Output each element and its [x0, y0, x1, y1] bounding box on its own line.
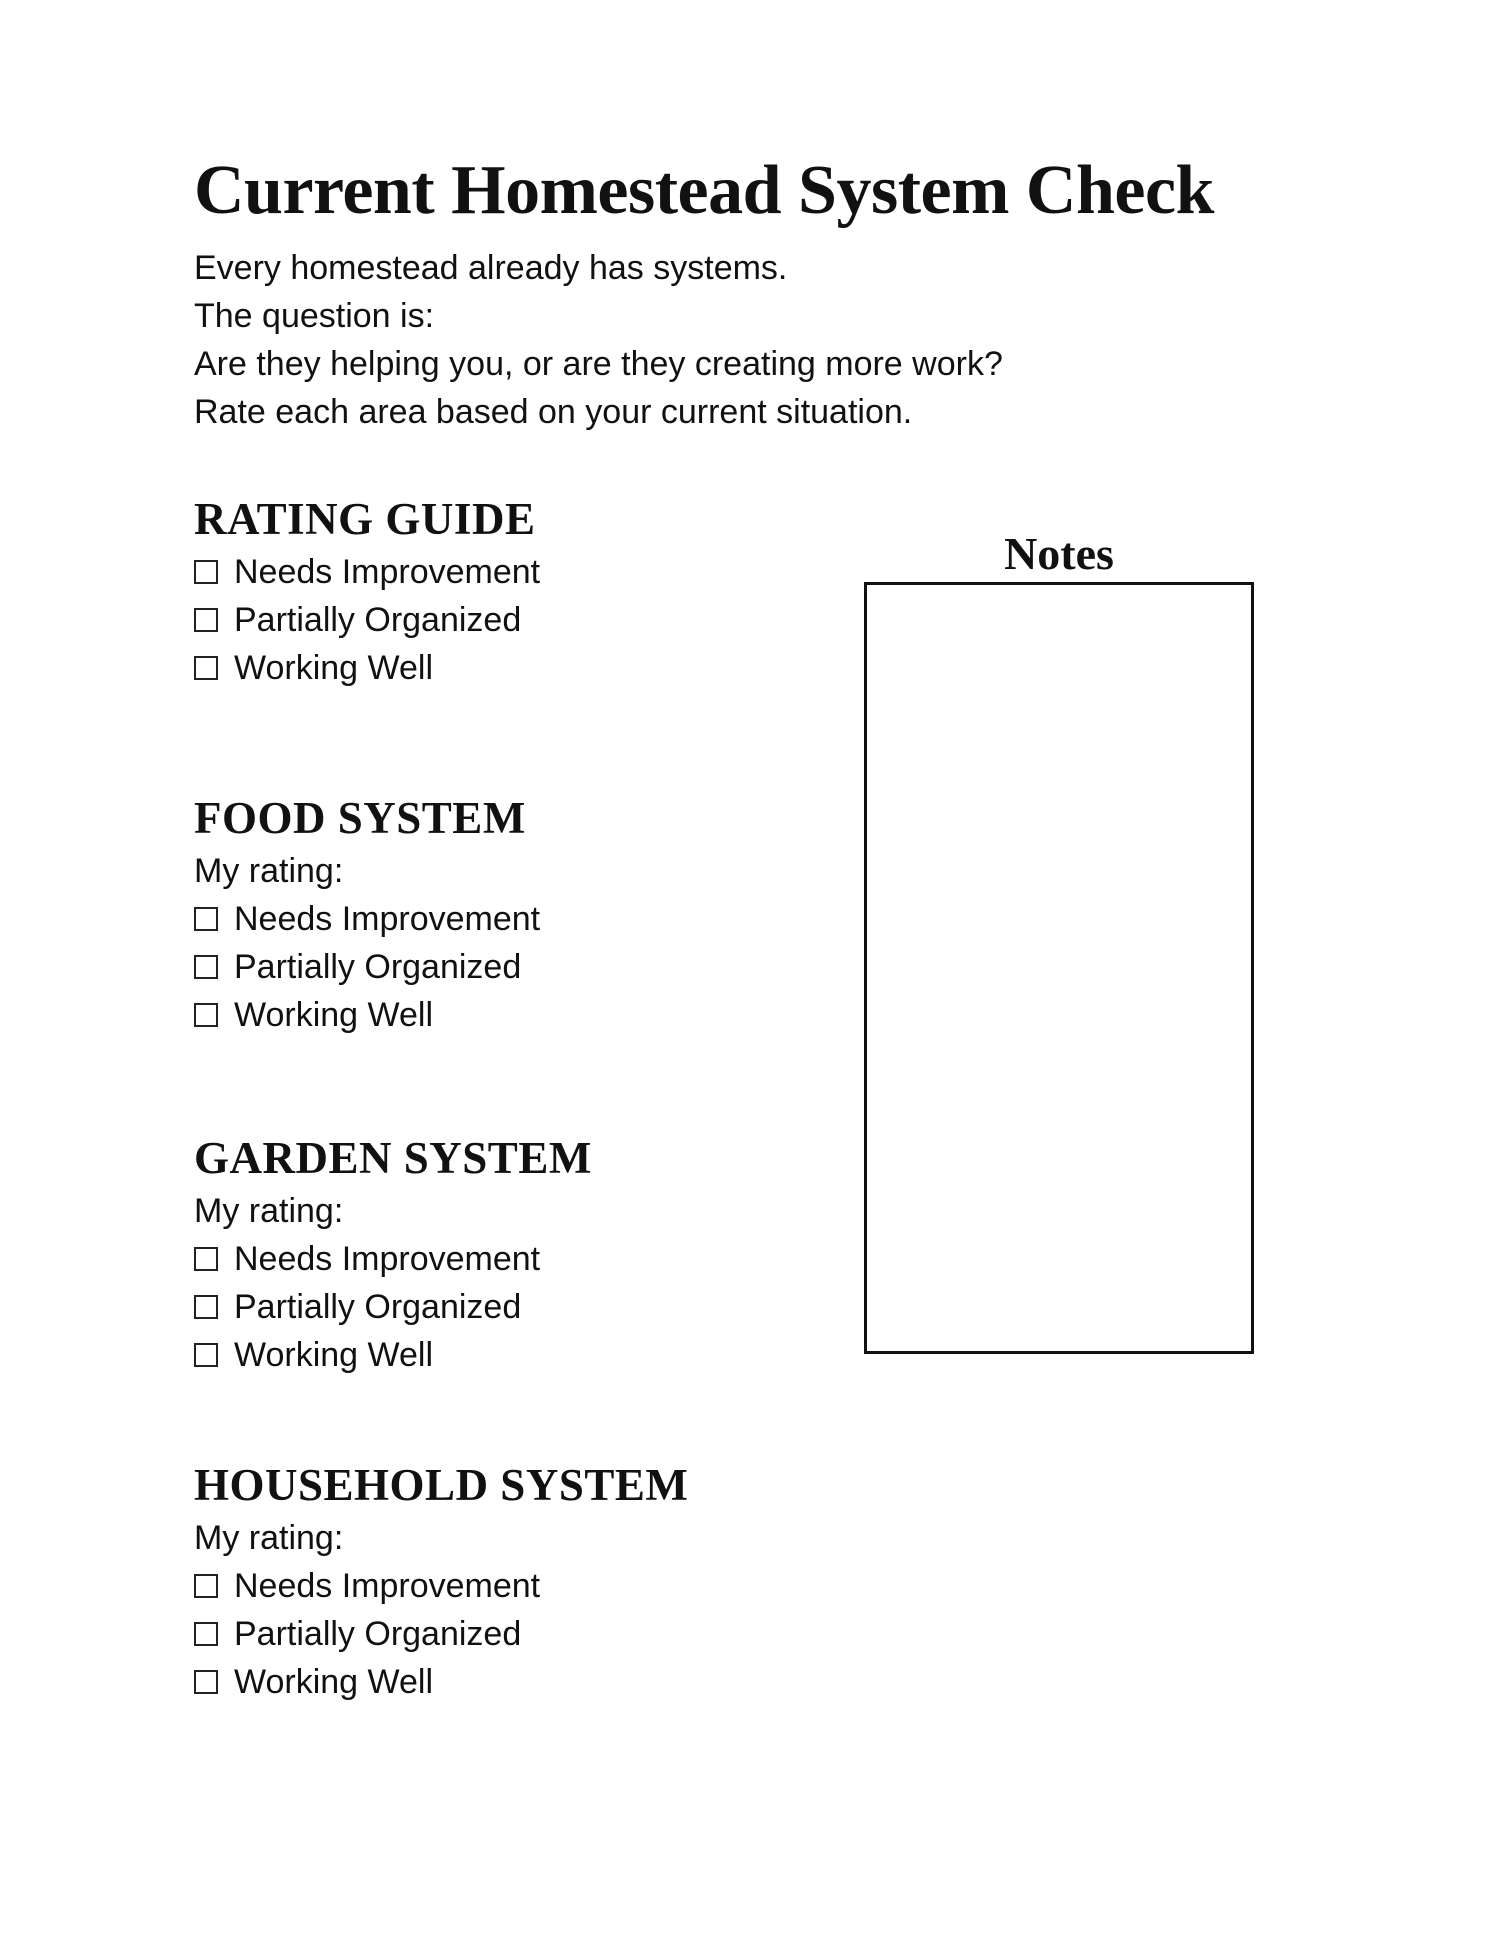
checkbox-icon: [194, 608, 218, 632]
checkbox-icon[interactable]: [194, 1247, 218, 1271]
option-label: Working Well: [234, 649, 434, 687]
option-label: Working Well: [234, 1336, 434, 1374]
checkbox-icon[interactable]: [194, 1003, 218, 1027]
food-system-section: [194, 789, 540, 1039]
garden-option-needs-improvement[interactable]: [194, 1235, 592, 1283]
page-title: Current Homestead System Check: [194, 152, 1214, 229]
household-option-needs-improvement[interactable]: [194, 1562, 688, 1610]
option-label: Needs Improvement: [234, 900, 541, 938]
checkbox-icon[interactable]: [194, 1343, 218, 1367]
household-system-heading: HOUSEHOLD SYSTEM: [194, 1460, 689, 1510]
my-rating-label: My rating:: [194, 1519, 344, 1557]
my-rating-label: My rating:: [194, 1192, 344, 1230]
checkbox-icon[interactable]: [194, 1295, 218, 1319]
garden-option-partially-organized[interactable]: [194, 1283, 592, 1331]
checkbox-icon[interactable]: [194, 1670, 218, 1694]
checkbox-icon: [194, 560, 218, 584]
intro-line: Every homestead already has systems.: [194, 249, 788, 287]
rating-guide-option-needs-improvement: [194, 548, 540, 596]
checkbox-icon[interactable]: [194, 907, 218, 931]
option-label: Working Well: [234, 1663, 434, 1701]
option-label: Partially Organized: [234, 1288, 522, 1326]
option-label: Partially Organized: [234, 601, 522, 639]
checkbox-icon[interactable]: [194, 1574, 218, 1598]
option-label: Working Well: [234, 996, 434, 1034]
household-option-partially-organized[interactable]: [194, 1610, 688, 1658]
intro-line: Are they helping you, or are they creating more work?: [194, 345, 1003, 383]
checkbox-icon: [194, 656, 218, 680]
rating-guide-option-partially-organized: [194, 596, 540, 644]
option-label: Needs Improvement: [234, 1567, 541, 1605]
checkbox-icon[interactable]: [194, 955, 218, 979]
rating-guide-heading: RATING GUIDE: [194, 494, 536, 544]
notes-title: Notes: [1004, 528, 1114, 579]
garden-system-section: [194, 1129, 592, 1379]
food-system-heading: FOOD SYSTEM: [194, 793, 526, 843]
option-label: Partially Organized: [234, 1615, 522, 1653]
food-option-partially-organized[interactable]: [194, 943, 540, 991]
household-option-working-well[interactable]: [194, 1658, 688, 1706]
option-label: Needs Improvement: [234, 553, 541, 591]
my-rating-label: My rating:: [194, 852, 344, 890]
rating-guide-option-working-well: [194, 644, 540, 692]
intro-line: Rate each area based on your current situation.: [194, 393, 913, 431]
option-label: Partially Organized: [234, 948, 522, 986]
checkbox-icon[interactable]: [194, 1622, 218, 1646]
food-option-working-well[interactable]: [194, 991, 540, 1039]
garden-system-heading: GARDEN SYSTEM: [194, 1133, 592, 1183]
intro-line: The question is:: [194, 297, 435, 335]
garden-option-working-well[interactable]: [194, 1331, 592, 1379]
rating-guide: [194, 490, 540, 692]
notes-box[interactable]: [864, 582, 1254, 1354]
household-system-section: [194, 1456, 688, 1706]
food-option-needs-improvement[interactable]: [194, 895, 540, 943]
intro-text: [194, 244, 1003, 436]
option-label: Needs Improvement: [234, 1240, 541, 1278]
